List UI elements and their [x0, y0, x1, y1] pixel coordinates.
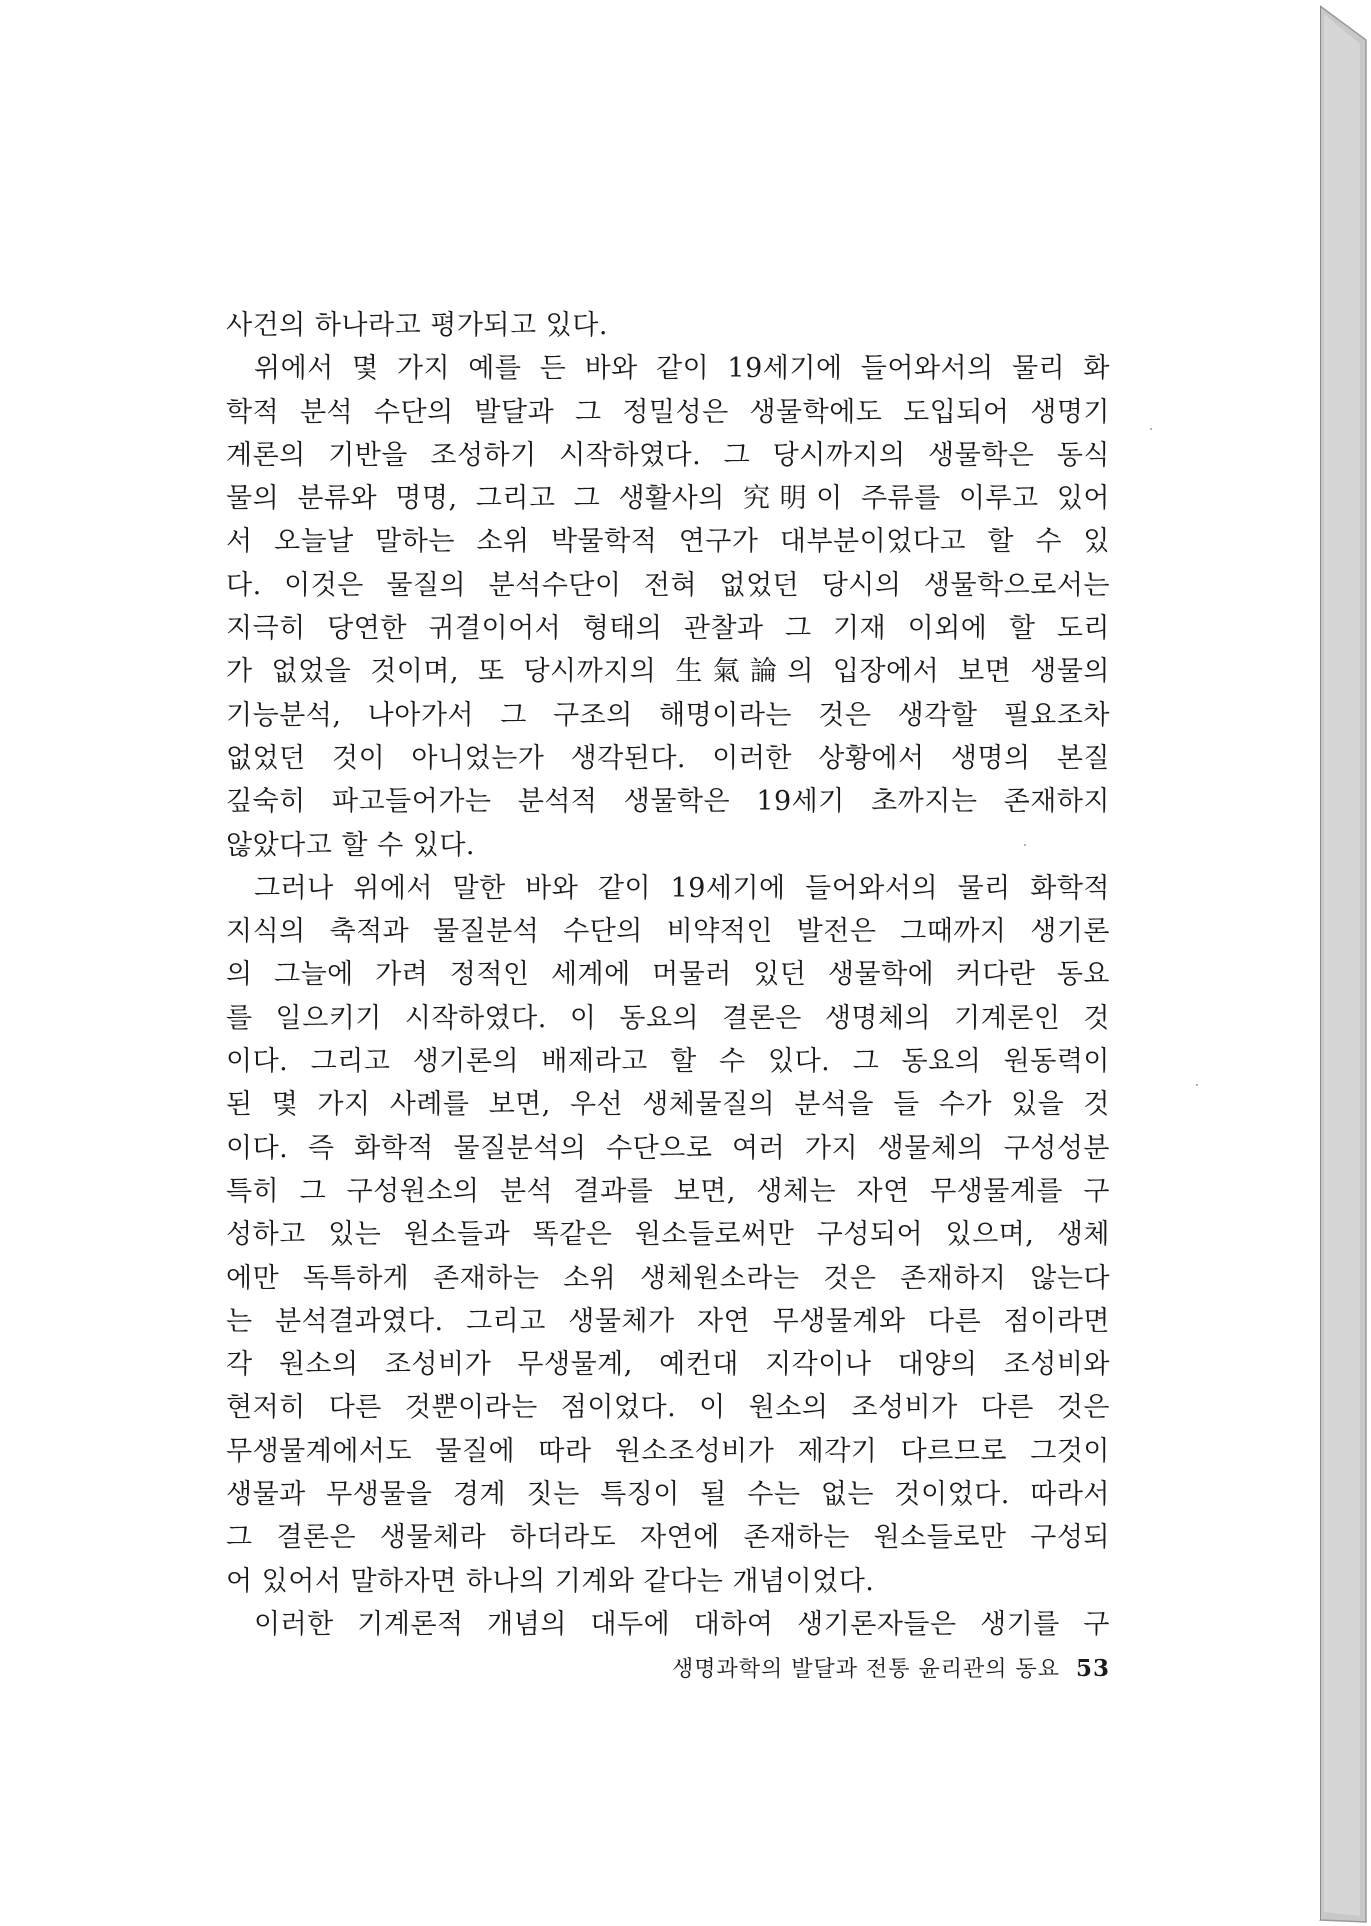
text-line: 다. 이것은 물질의 분석수단이 전혀 없었던 당시의 생물학으로서는	[226, 569, 1110, 601]
text-line: 깊숙히 파고들어가는 분석적 생물학은 19세기 초까지는 존재하지	[226, 786, 1110, 818]
book-page	[4, 4, 1320, 1920]
text-line: 현저히 다른 것뿐이라는 점이었다. 이 원소의 조성비가 다른 것은	[226, 1392, 1110, 1424]
text-line: 이러한 기계론적 개념의 대두에 대하여 생기론자들은 생기를 구	[254, 1608, 1110, 1640]
text-line: 학적 분석 수단의 발달과 그 정밀성은 생물학에도 도입되어 생명기	[226, 396, 1110, 428]
text-line: 생물과 무생물을 경계 짓는 특징이 될 수는 없는 것이었다. 따라서	[226, 1479, 1110, 1511]
text-line: 의 그늘에 가려 정적인 세계에 머물러 있던 생물학에 커다란 동요	[226, 959, 1110, 991]
text-line: 위에서 몇 가지 예를 든 바와 같이 19세기에 들어와서의 물리 화	[254, 353, 1110, 385]
text-line: 지식의 축적과 물질분석 수단의 비약적인 발전은 그때까지 생기론	[226, 916, 1110, 948]
text-line: 가 없었을 것이며, 또 당시까지의 生氣論의 입장에서 보면 생물의	[226, 656, 1110, 688]
text-line: 없었던 것이 아니었는가 생각된다. 이러한 상황에서 생명의 본질	[226, 742, 1110, 774]
print-speck	[1196, 1084, 1198, 1086]
text-line: 각 원소의 조성비가 무생물계, 예컨대 지각이나 대양의 조성비와	[226, 1349, 1110, 1381]
text-line: 어 있어서 말하자면 하나의 기계와 같다는 개념이었다.	[226, 1565, 875, 1597]
text-line: 그러나 위에서 말한 바와 같이 19세기에 들어와서의 물리 화학적	[254, 872, 1110, 904]
text-line: 에만 독특하게 존재하는 소위 생체원소라는 것은 존재하지 않는다	[226, 1262, 1110, 1294]
text-line: 이다. 즉 화학적 물질분석의 수단으로 여러 가지 생물체의 구성성분	[226, 1132, 1110, 1164]
text-line: 계론의 기반을 조성하기 시작하였다. 그 당시까지의 생물학은 동식	[226, 439, 1110, 471]
text-line: 무생물계에서도 물질에 따라 원소조성비가 제각기 다르므로 그것이	[226, 1435, 1110, 1467]
text-line: 사건의 하나라고 평가되고 있다.	[226, 310, 608, 341]
text-line: 서 오늘날 말하는 소위 박물학적 연구가 대부분이었다고 할 수 있	[226, 526, 1110, 558]
page-footer	[226, 1652, 1110, 1683]
body-text	[226, 304, 1110, 1646]
text-line: 이다. 그리고 생기론의 배제라고 할 수 있다. 그 동요의 원동력이	[226, 1046, 1110, 1078]
text-line: 물의 분류와 명명, 그리고 그 생활사의 究明이 주류를 이루고 있어	[226, 483, 1110, 515]
text-line: 기능분석, 나아가서 그 구조의 해명이라는 것은 생각할 필요조차	[226, 699, 1110, 731]
text-line: 는 분석결과였다. 그리고 생물체가 자연 무생물계와 다른 점이라면	[226, 1305, 1110, 1337]
text-line: 된 몇 가지 사례를 보면, 우선 생체물질의 분석을 들 수가 있을 것	[226, 1089, 1110, 1121]
text-line: 그 결론은 생물체라 하더라도 자연에 존재하는 원소들로만 구성되	[226, 1522, 1110, 1554]
text-line: 성하고 있는 원소들과 똑같은 원소들로써만 구성되어 있으며, 생체	[226, 1219, 1110, 1251]
page-number: 53	[1075, 1655, 1110, 1682]
print-speck	[1150, 428, 1152, 430]
text-line: 않았다고 할 수 있다.	[226, 829, 475, 861]
print-speck	[1024, 844, 1026, 846]
text-line: 지극히 당연한 귀결이어서 형태의 관찰과 그 기재 이외에 할 도리	[226, 613, 1110, 645]
text-line: 를 일으키기 시작하였다. 이 동요의 결론은 생명체의 기계론인 것	[226, 1002, 1110, 1034]
running-title: 생명과학의 발달과 전통 윤리관의 동요	[671, 1657, 1060, 1682]
text-line: 특히 그 구성원소의 분석 결과를 보면, 생체는 자연 무생물계를 구	[226, 1175, 1110, 1207]
